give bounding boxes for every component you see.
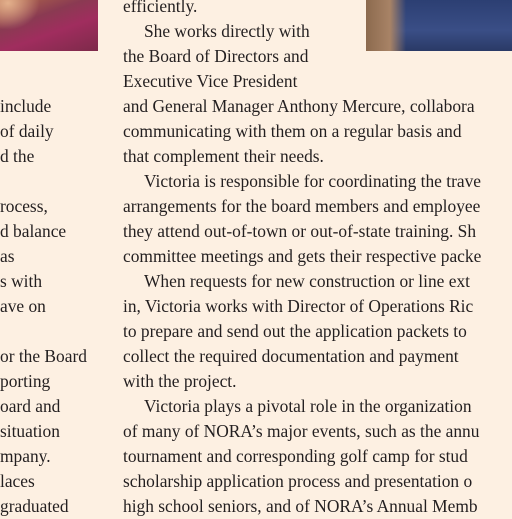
left-line: of daily [0, 121, 54, 141]
body-line: collect the required documentation and payment [123, 346, 459, 366]
body-line: She works directly with [144, 21, 310, 41]
left-line: include [0, 96, 52, 116]
left-line: d the [0, 146, 35, 166]
body-line: that complement their needs. [123, 146, 324, 166]
body-line: and General Manager Anthony Mercure, collabora [123, 96, 475, 116]
body-line: Executive Vice President [123, 71, 298, 91]
left-line: or the Board [0, 346, 87, 366]
left-line: situation [0, 421, 60, 441]
body-line: Victoria is responsible for coordinating the trave [144, 171, 482, 191]
body-line: tournament and corresponding golf camp for stud [123, 446, 468, 466]
left-line: d balance [0, 221, 67, 241]
body-line: communicating with them on a regular basis and [123, 121, 462, 141]
photo-left [0, 0, 98, 51]
body-line: Victoria plays a pivotal role in the organization [144, 396, 472, 416]
body-line: efficiently. [123, 0, 198, 16]
left-line: ave on [0, 296, 46, 316]
left-line: graduated [0, 496, 69, 516]
body-line: high school seniors, and of NORA’s Annual Memb [123, 496, 478, 516]
photo-right [366, 0, 512, 51]
body-line: with the project. [123, 371, 237, 391]
body-line: the Board of Directors and [123, 46, 309, 66]
body-line: to prepare and send out the application packets to [123, 321, 467, 341]
left-line: s with [0, 271, 43, 291]
left-line: mpany. [0, 446, 51, 466]
body-line: When requests for new construction or line ext [144, 271, 470, 291]
body-line: they attend out-of-town or out-of-state training. Sh [123, 221, 477, 241]
left-line: porting [0, 371, 51, 391]
body-line: committee meetings and gets their respective packe [123, 246, 482, 266]
body-line: arrangements for the board members and employee [123, 196, 481, 216]
left-line: rocess, [0, 196, 48, 216]
body-line: scholarship application process and presentation o [123, 471, 473, 491]
left-line: oard and [0, 396, 61, 416]
left-line: as [0, 246, 15, 266]
body-line: of many of NORA’s major events, such as the annu [123, 421, 480, 441]
body-line: in, Victoria works with Director of Operations Ric [123, 296, 474, 316]
left-line: laces [0, 471, 35, 491]
